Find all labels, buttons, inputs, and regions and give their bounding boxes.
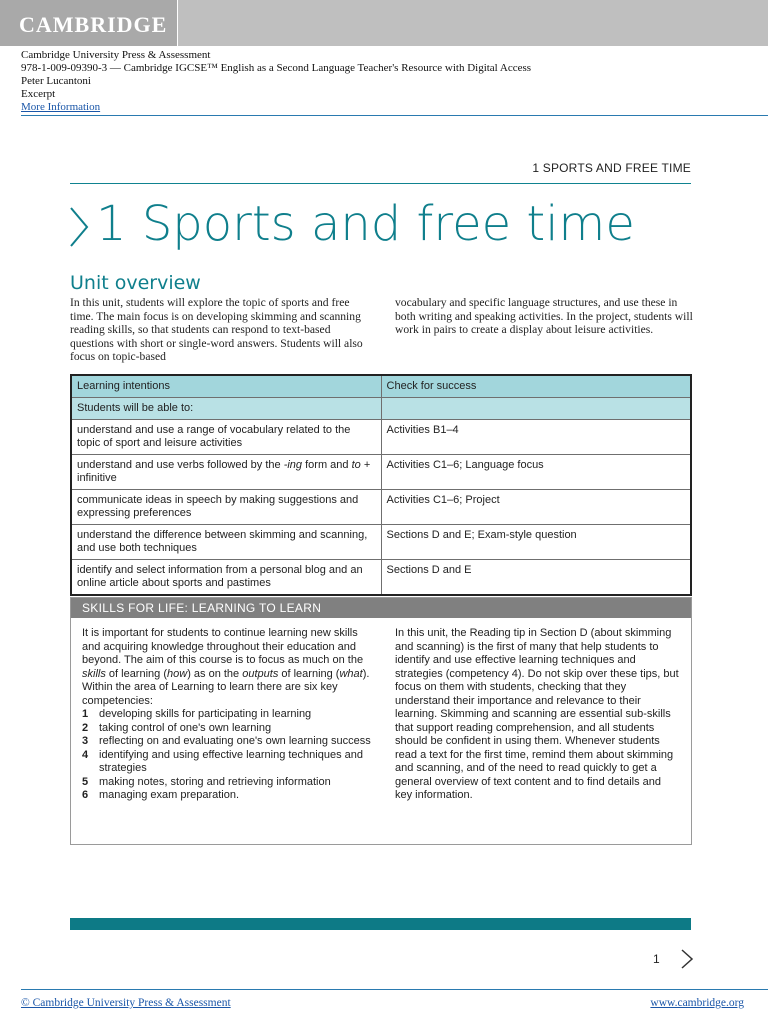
- running-head: 1 SPORTS AND FREE TIME: [532, 161, 691, 175]
- table-cell: understand and use a range of vocabulary related to the topic of sport and leisure activities: [71, 420, 381, 455]
- table-subheader-row: [71, 398, 691, 420]
- table-subheader-empty: [381, 398, 691, 420]
- table-cell: communicate ideas in speech by making suggestions and expressing preferences: [71, 490, 381, 525]
- footer-divider: [21, 989, 768, 990]
- list-item: 4 identifying and using effective learning techniques and strategies: [82, 748, 363, 774]
- chapter-name: Sports and free time: [141, 196, 635, 252]
- chapter-number: 1: [96, 196, 127, 252]
- unit-overview-heading: Unit overview: [70, 272, 201, 294]
- skills-box-heading: SKILLS FOR LIFE: LEARNING TO LEARN: [71, 598, 691, 618]
- list-item: 2 taking control of one's own learning: [82, 721, 272, 734]
- overview-column-1: In this unit, students will explore the topic of sports and free time. The main focus is on developing skimming and scanning reading skills, so that students can respond to text-based questions with short or single-word answers. Students will also focus on topic-based: [70, 296, 363, 363]
- list-item: 6 managing exam preparation.: [82, 789, 240, 801]
- publisher-logo: [0, 0, 178, 46]
- table-cell: understand the difference between skimming and scanning, and use both techniques: [71, 525, 381, 560]
- running-head-rule: [70, 183, 691, 184]
- meta-author: Peter Lucantoni: [21, 75, 91, 87]
- table-header-check-for-success: Check for success: [381, 375, 691, 398]
- list-item: 1 developing skills for participating in learning: [82, 708, 312, 720]
- skills-left-column: [82, 627, 372, 803]
- chapter-title: [68, 196, 635, 252]
- table-row: [71, 525, 691, 560]
- list-item: 3 reflecting on and evaluating one's own learning success: [82, 735, 371, 747]
- skills-for-life-box: [70, 597, 692, 845]
- table-row: [71, 455, 691, 490]
- publisher-logo-text: CAMBRIDGE: [19, 12, 168, 37]
- table-cell: Sections D and E: [381, 560, 691, 596]
- table-cell: identify and select information from a personal blog and an online article about sports and pastimes: [71, 560, 381, 596]
- footer-teal-bar: [70, 918, 691, 930]
- table-header-learning-intentions: Learning intentions: [71, 375, 381, 398]
- skills-right-column: In this unit, the Reading tip in Section D (about skimming and scanning) is the first of many that help students to identify and use effective learning techniques and strategies (competency 4). Do not skip over these tips, but focus on them with students, checking that they understand their importance and relevance to their learning. Skimming and scanning are essential sub-skills that support reading comprehension, and all students should be confident in using them. Whenever students read a text for the first time, remind them about skimming and scanning, and of the need to read quickly to get a general overview of text content and to find details and key information.: [395, 627, 679, 801]
- table-header-row: [71, 375, 691, 398]
- competency-list: [82, 708, 372, 803]
- page-number: 1: [653, 952, 660, 966]
- learning-intentions-table: [70, 374, 692, 596]
- book-metadata: [21, 49, 531, 114]
- list-item: 5 making notes, storing and retrieving information: [82, 775, 331, 788]
- meta-excerpt: Excerpt: [21, 88, 56, 100]
- table-row: [71, 560, 691, 596]
- skills-intro: It is important for students to continue learning new skills and acquiring knowledge throughout their education and beyond. The aim of this course is to focus as much on the skills of learning (how) as on the outputs of learning (what). Within the area of Learning to learn there are six key competencies:: [82, 627, 370, 707]
- more-information-link[interactable]: More Information: [21, 101, 101, 113]
- table-cell: Activities C1–6; Project: [381, 490, 691, 525]
- top-divider: [21, 115, 768, 116]
- overview-column-2: vocabulary and specific language structures, and use these in both writing and speaking activities. In the project, students will work in pairs to create a display about leisure activities.: [395, 296, 693, 336]
- meta-publisher: Cambridge University Press & Assessment: [21, 49, 211, 61]
- chevron-right-icon: [68, 205, 90, 249]
- table-row: [71, 490, 691, 525]
- table-cell: Activities B1–4: [381, 420, 691, 455]
- table-cell: Activities C1–6; Language focus: [381, 455, 691, 490]
- meta-isbn-title: 978-1-009-09390-3 — Cambridge IGCSE™ English as a Second Language Teacher's Resource with Digital Access: [21, 62, 532, 74]
- table-row: [71, 420, 691, 455]
- chevron-right-icon[interactable]: [680, 948, 694, 970]
- cambridge-website-link[interactable]: www.cambridge.org: [650, 997, 744, 1009]
- table-subheader: Students will be able to:: [71, 398, 381, 420]
- copyright-link[interactable]: © Cambridge University Press & Assessment: [21, 997, 231, 1009]
- table-cell: understand and use verbs followed by the -ing form and to + infinitive: [71, 455, 381, 490]
- header-bar: [0, 0, 768, 46]
- table-cell: Sections D and E; Exam-style question: [381, 525, 691, 560]
